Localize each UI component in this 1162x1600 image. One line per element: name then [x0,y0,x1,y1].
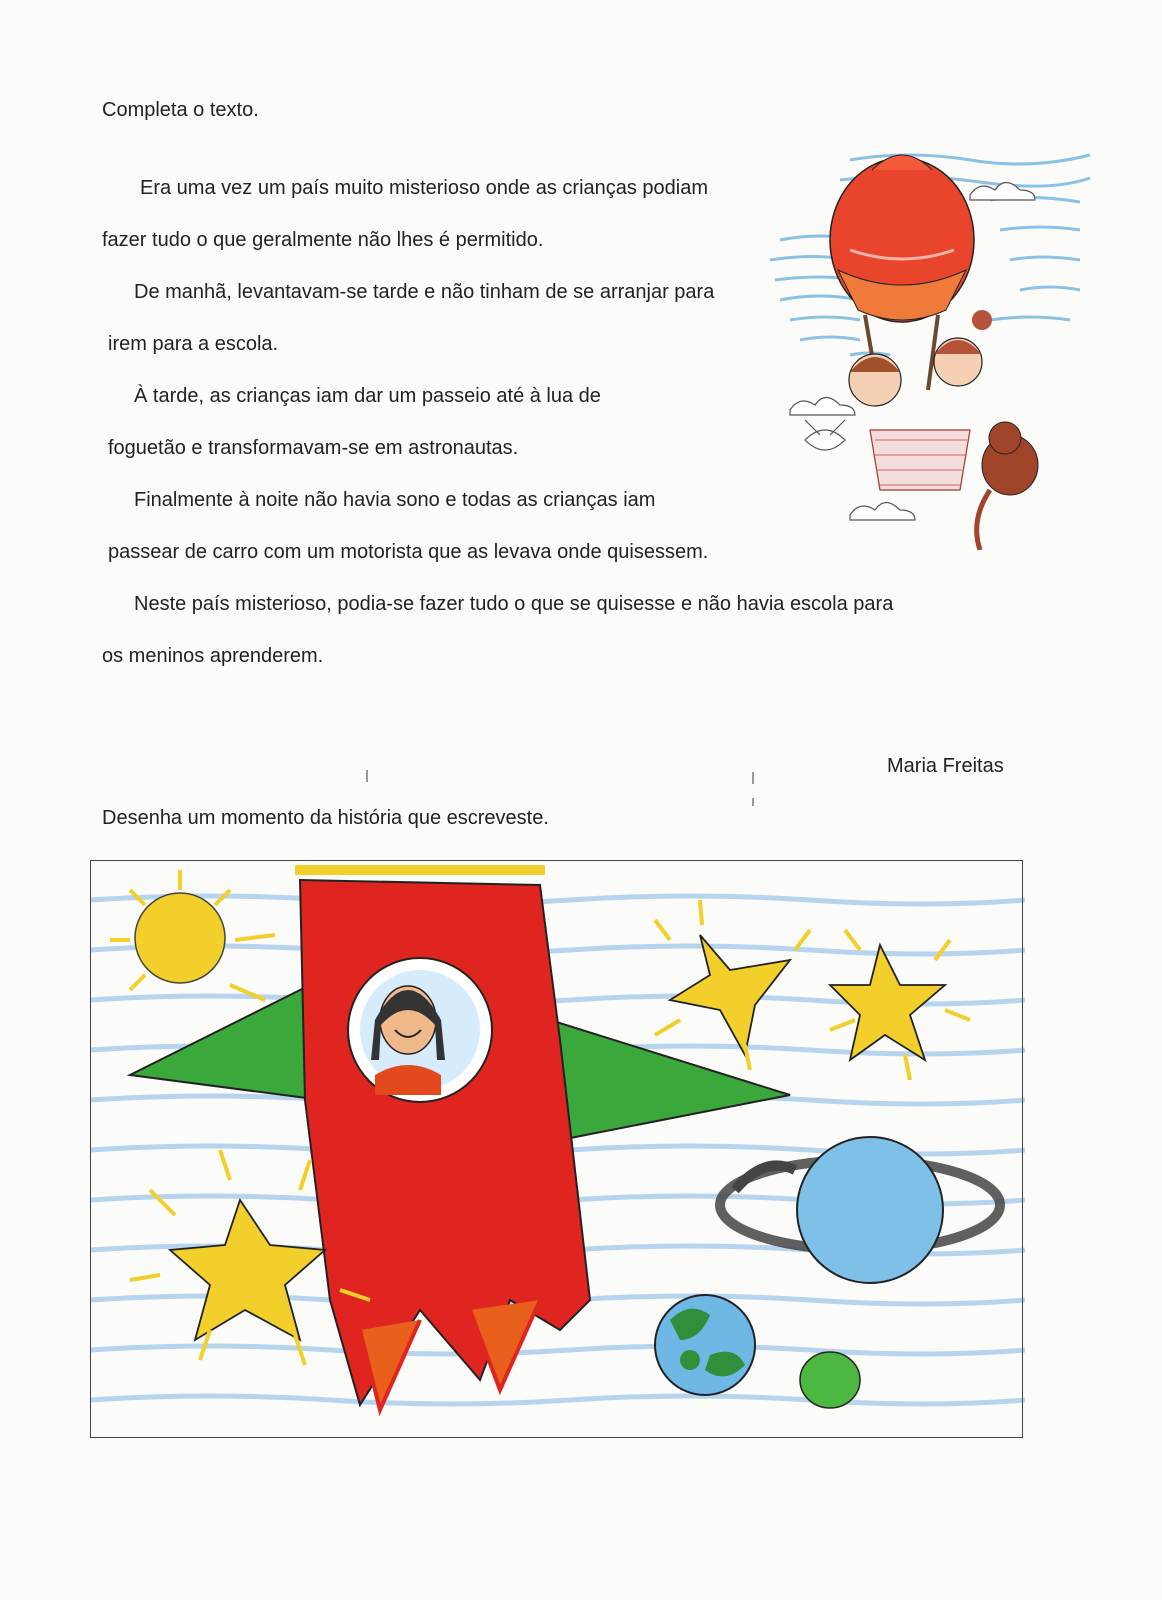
children-icon [849,310,992,406]
pencil-mark [752,772,754,784]
story-line: fazer tudo o que geralmente não lhes é permitido. [102,229,544,251]
rocket-drawing [90,860,1025,1440]
basket-icon [870,430,970,490]
story-line: Neste país misterioso, podia-se fazer tudo o que se quisesse e não havia escola para [134,593,894,615]
story-line: os meninos aprenderem. [102,645,324,667]
earth-icon [655,1295,755,1395]
pencil-mark [366,770,368,782]
story-line: irem para a escola. [108,333,279,355]
rocket-icon [295,870,590,1410]
story-line: Finalmente à noite não havia sono e todas as crianças iam [134,489,656,511]
drawing-instruction: Desenha um momento da história que escreveste. [102,807,549,829]
astronaut-window-icon [348,958,492,1102]
story-line: De manhã, levantavam-se tarde e não tinham de se arranjar para [134,281,715,303]
saturn-icon [720,1137,1000,1283]
story-line: Era uma vez um país muito misterioso onde as crianças podiam [140,177,709,199]
balloon-illustration [760,140,1100,550]
story-line: passear de carro com um motorista que as levava onde quisessem. [108,541,709,563]
monkey-icon [977,422,1038,550]
bird-icon [805,420,845,450]
pencil-mark [752,798,754,806]
small-planet-icon [800,1352,860,1408]
instruction-text: Completa o texto. [102,99,259,121]
sun-icon [110,870,275,1000]
author-name: Maria Freitas [887,755,1004,777]
story-line: À tarde, as crianças iam dar um passeio até à lua de [134,385,601,407]
story-line: foguetão e transformavam-se em astronautas. [108,437,519,459]
